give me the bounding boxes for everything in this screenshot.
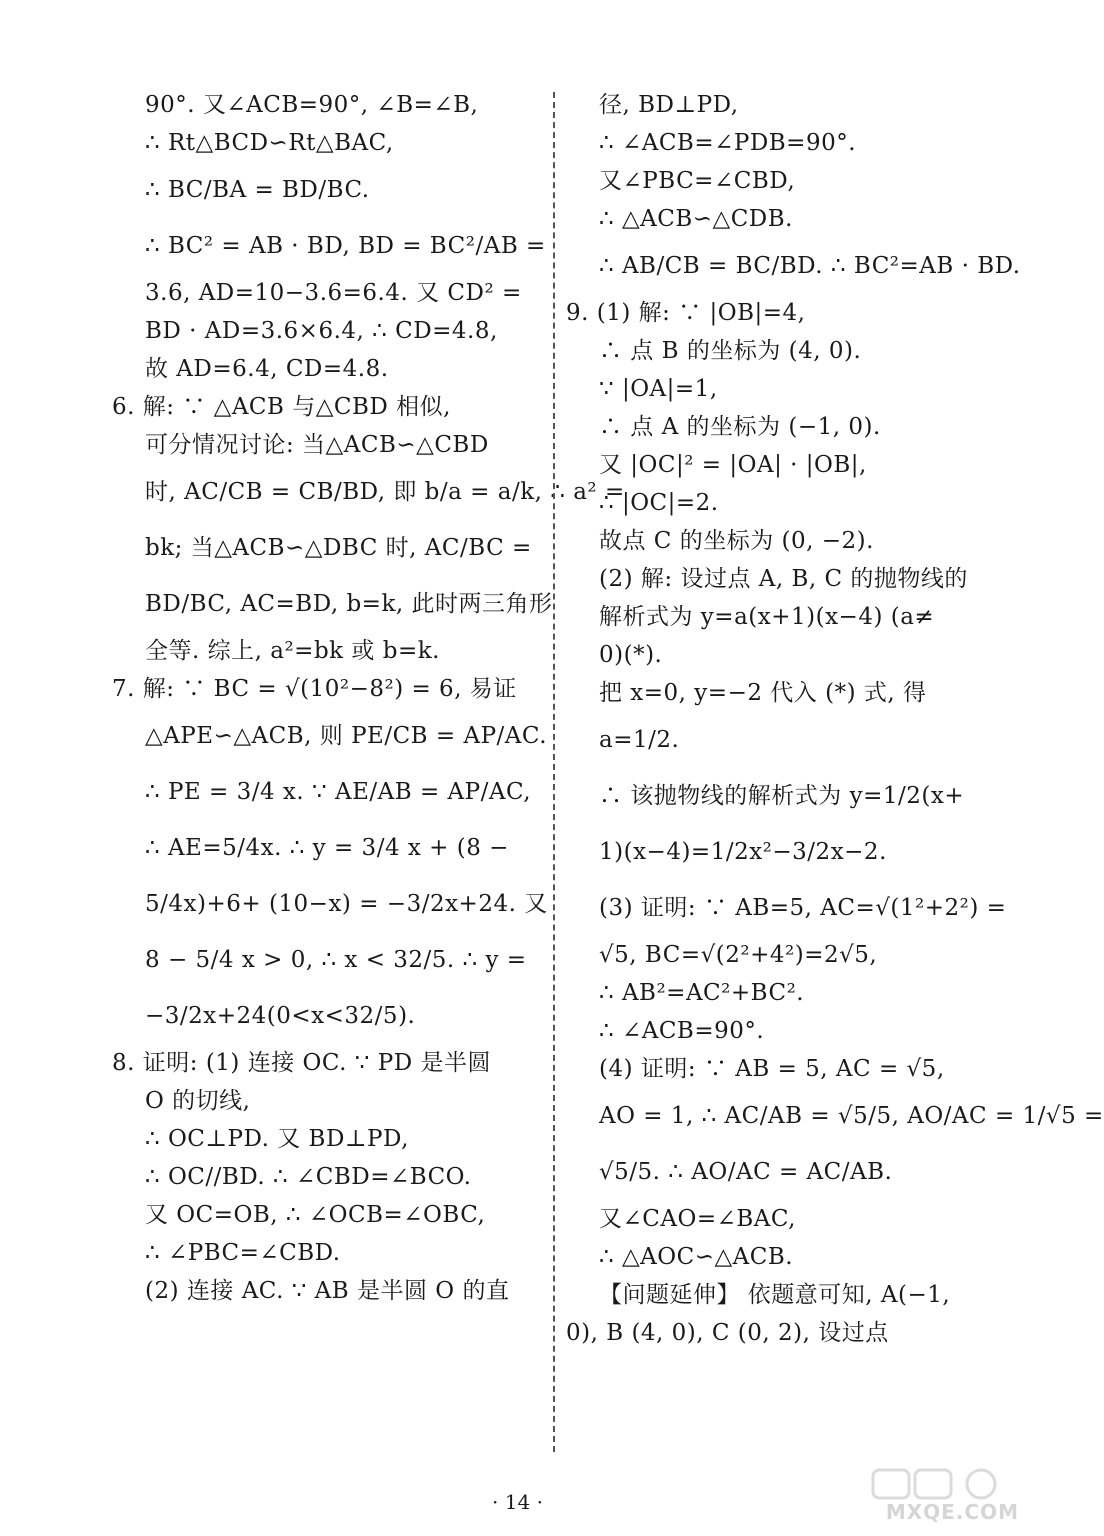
right-column-line: 1)(x−4)=1/2x²−3/2x−2. xyxy=(599,839,887,865)
left-column-line: ∴ OC//BD. ∴ ∠CBD=∠BCO. xyxy=(145,1164,472,1190)
right-column-line: 故点 C 的坐标为 (0, −2). xyxy=(599,528,874,554)
left-column-line: ∴ ∠PBC=∠CBD. xyxy=(145,1240,341,1266)
left-column-line: 故 AD=6.4, CD=4.8. xyxy=(145,356,389,382)
right-column-line: 径, BD⊥PD, xyxy=(599,92,739,118)
right-column-line: ∴ △ACB∽△CDB. xyxy=(599,206,793,232)
right-column-line: ∴ |OC|=2. xyxy=(599,490,719,516)
left-column-line: bk; 当△ACB∽△DBC 时, AC/BC = xyxy=(145,535,532,561)
right-column-line: ∵ |OA|=1, xyxy=(599,376,718,402)
right-column-line: ∴ 该抛物线的解析式为 y=1/2(x+ xyxy=(599,783,965,809)
right-column-line: (4) 证明: ∵ AB = 5, AC = √5, xyxy=(599,1056,945,1082)
left-column-line: ∴ BC² = AB · BD, BD = BC²/AB = xyxy=(145,233,546,259)
right-column-line: ∴ AB²=AC²+BC². xyxy=(599,980,805,1006)
column-divider xyxy=(553,92,555,1452)
right-column-line: ∴ 点 B 的坐标为 (4, 0). xyxy=(599,338,862,364)
left-column-line: 5/4x)+6+ (10−x) = −3/2x+24. 又 xyxy=(145,891,548,917)
left-column-line: 90°. 又∠ACB=90°, ∠B=∠B, xyxy=(145,92,479,118)
right-column-line: 9. (1) 解: ∵ |OB|=4, xyxy=(566,300,806,326)
right-column-line: 0)(*). xyxy=(599,642,663,668)
right-column-line: √5, BC=√(2²+4²)=2√5, xyxy=(599,942,878,968)
right-column-line: ∴ 点 A 的坐标为 (−1, 0). xyxy=(599,414,881,440)
right-column-line: 又∠CAO=∠BAC, xyxy=(599,1206,796,1232)
watermark-logo xyxy=(869,1466,1029,1528)
left-column-line: 7. 解: ∵ BC = √(10²−8²) = 6, 易证 xyxy=(112,676,517,702)
right-column-line: ∴ ∠ACB=∠PDB=90°. xyxy=(599,130,857,156)
left-column-line: (2) 连接 AC. ∵ AB 是半圆 O 的直 xyxy=(145,1278,510,1304)
right-column-line: √5/5. ∴ AO/AC = AC/AB. xyxy=(599,1159,893,1185)
left-column-line: 可分情况讨论: 当△ACB∽△CBD xyxy=(145,432,489,458)
right-column xyxy=(566,86,1104,1352)
left-column-line: ∴ OC⊥PD. 又 BD⊥PD, xyxy=(145,1126,409,1152)
right-column-line: AO = 1, ∴ AC/AB = √5/5, AO/AC = 1/√5 = xyxy=(599,1103,1104,1129)
left-column-line: 时, AC/CB = CB/BD, 即 b/a = a/k, ∴ a² = xyxy=(145,479,625,505)
page-number: · 14 · xyxy=(492,1490,543,1514)
left-column xyxy=(112,86,625,1310)
left-column-line: ∴ PE = 3/4 x. ∵ AE/AB = AP/AC, xyxy=(145,779,532,805)
right-column-line: 解析式为 y=a(x+1)(x−4) (a≠ xyxy=(599,604,935,630)
left-column-line: 全等. 综上, a²=bk 或 b=k. xyxy=(145,638,440,664)
right-column-line: ∴ AB/CB = BC/BD. ∴ BC²=AB · BD. xyxy=(599,253,1021,279)
right-column-line: (2) 解: 设过点 A, B, C 的抛物线的 xyxy=(599,566,968,592)
left-column-line: 又 OC=OB, ∴ ∠OCB=∠OBC, xyxy=(145,1202,486,1228)
left-column-line: ∴ AE=5/4x. ∴ y = 3/4 x + (8 − xyxy=(145,835,509,861)
right-column-line: 【问题延伸】 依题意可知, A(−1, xyxy=(599,1282,951,1308)
left-column-line: △APE∽△ACB, 则 PE/CB = AP/AC. xyxy=(145,723,548,749)
left-column-line: 3.6, AD=10−3.6=6.4. 又 CD² = xyxy=(145,280,522,306)
watermark-text: MXQE.COM xyxy=(885,1500,1019,1524)
left-column-line: ∴ Rt△BCD∽Rt△BAC, xyxy=(145,130,394,156)
right-column-line: 把 x=0, y=−2 代入 (*) 式, 得 xyxy=(599,680,927,706)
left-column-line: −3/2x+24(0<x<32/5). xyxy=(145,1003,416,1029)
left-column-line: 8. 证明: (1) 连接 OC. ∵ PD 是半圆 xyxy=(112,1050,491,1076)
left-column-line: ∴ BC/BA = BD/BC. xyxy=(145,177,370,203)
right-column-line: ∴ △AOC∽△ACB. xyxy=(599,1244,794,1270)
right-column-line: 又∠PBC=∠CBD, xyxy=(599,168,796,194)
right-column-line: (3) 证明: ∵ AB=5, AC=√(1²+2²) = xyxy=(599,895,1007,921)
right-column-line: ∴ ∠ACB=90°. xyxy=(599,1018,765,1044)
left-column-line: O 的切线, xyxy=(145,1088,251,1114)
left-column-line: BD/BC, AC=BD, b=k, 此时两三角形 xyxy=(145,591,553,617)
right-column-line: 0), B (4, 0), C (0, 2), 设过点 xyxy=(566,1320,889,1346)
left-column-line: BD · AD=3.6×6.4, ∴ CD=4.8, xyxy=(145,318,498,344)
right-column-line: a=1/2. xyxy=(599,727,680,753)
left-column-line: 6. 解: ∵ △ACB 与△CBD 相似, xyxy=(112,394,451,420)
right-column-line: 又 |OC|² = |OA| · |OB|, xyxy=(599,452,867,478)
left-column-line: 8 − 5/4 x > 0, ∴ x < 32/5. ∴ y = xyxy=(145,947,527,973)
